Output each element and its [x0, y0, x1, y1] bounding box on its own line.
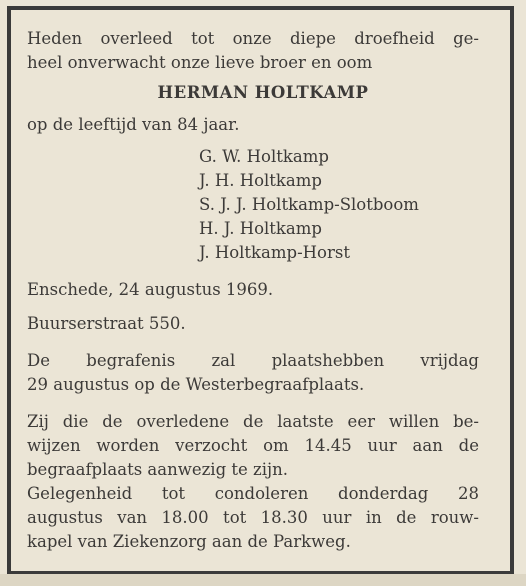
intro-line-2: heel onverwacht onze lieve broer en oom [27, 53, 373, 72]
family-member: S. J. J. Holtkamp-Slotboom [199, 195, 419, 214]
family-member: J. H. Holtkamp [199, 171, 322, 190]
condolence-line-2: augustus van 18.00 tot 18.30 uur in de rouw- [27, 508, 479, 527]
condolence-line-1: Gelegenheid tot condoleren donderdag 28 [27, 484, 479, 503]
funeral-line-1: De begrafenis zal plaatshebben vrijdag [27, 351, 479, 370]
invitation-line-3: begraafplaats aanwezig te zijn. [27, 460, 288, 479]
page-bottom-margin [0, 574, 526, 586]
deceased-name: HERMAN HOLTKAMP [157, 83, 369, 102]
invitation-line-2: wijzen worden verzocht om 14.45 uur aan de [27, 436, 479, 455]
family-list [199, 145, 479, 265]
family-member: H. J. Holtkamp [199, 219, 322, 238]
intro-line-1: Heden overleed tot onze diepe droefheid ge- [27, 29, 479, 48]
funeral-line-2: 29 augustus op de Westerbegraafplaats. [27, 375, 365, 394]
place-date: Enschede, 24 augustus 1969. [27, 280, 274, 299]
family-member: G. W. Holtkamp [199, 147, 329, 166]
address: Buurserstraat 550. [27, 314, 186, 333]
notice-text [27, 27, 479, 554]
invitation-line-1: Zij die de overledene de laatste eer willen be- [27, 412, 479, 431]
family-member: J. Holtkamp-Horst [199, 243, 350, 262]
condolence-line-3: kapel van Ziekenzorg aan de Parkweg. [27, 532, 351, 551]
age-line: op de leeftijd van 84 jaar. [27, 115, 240, 134]
